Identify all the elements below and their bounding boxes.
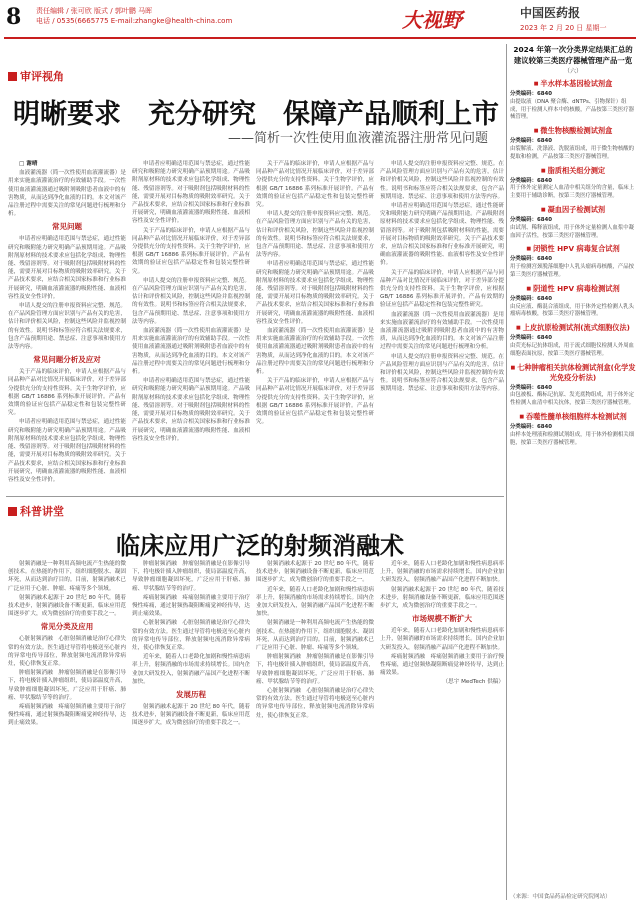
classification-code: 分类编码：6840 [510, 177, 552, 184]
sidebar-category-title: ■ 阴道性 HPV 病毒检测试剂 [510, 284, 636, 294]
paragraph: 射频消融术起源于 20 世纪 80 年代，随着技术进步，射频消融设备不断更新，临床应用范围逐步扩大，成为微创治疗的重要手段之一。 [8, 594, 126, 618]
paragraph: 心脏射频消融 心脏射频消融是治疗心律失常的有效方法。医生通过导管将电极送至心脏内的异常电传导部位，释放射频电流消除异常病灶，使心律恢复正常。 [132, 620, 250, 652]
sidebar-source: （来源：中国食品药品检定研究院网站） [510, 894, 611, 900]
product-description: 由试剂、稀释液组成，用于体外定量检测人血浆中凝血因子活性，按第三类医疗器械管理。 [510, 224, 634, 239]
product-description: 由提取液（DNA 聚合酶、dNTPs、引物探针）组成，用于检测人样本中的核酸，产品按第三类医疗器械管理。 [510, 98, 634, 121]
intro-paragraph: 血液灌流器（简一次性使用血液灌流器）是用来实施血液灌流治疗的有效辅助手段。一次性使用血液灌流器通过吸附剂吸附患者血液中的有害物质，从而达到净化血液的目的。本文对该产品注册过程中需要关注的常见问题进行梳理和分析。 [8, 170, 126, 218]
paragraph: 关于产品的临床评价，申请人应根据产品与同品种产品对比情况开展临床评价，对于差异部分提供充分的支持性资料。关于生物学评价，应根据 GB/T 16886 系列标准开展评价。产品有效期的验证应包括产品稳定性和包装完整性研究。 [132, 227, 250, 275]
paragraph: 射频消融是一种利用高频电流产生热能的微创技术。在热能的作用下，组织细胞脱水、凝固坏死，从而达到治疗目的。目前，射频消融术已广泛应用于心脏、肿瘤、疼痛等多个领域。 [256, 620, 374, 652]
article-column-1 [8, 560, 126, 895]
paragraph: 疼痛射频消融 疼痛射频消融主要用于治疗慢性疼痛，通过射频热凝阻断痛觉神经传导，达到止痛效果。 [132, 594, 250, 618]
sidebar-part-number: （六） [563, 68, 582, 75]
subtitle-analysis: 常见问题分析及应对 [33, 355, 101, 365]
sidebar-category-title: ■ 微生物核酸检测试剂盒 [510, 126, 636, 136]
paragraph: 申请者应明确适用范围与禁忌症，通过性能研究和吸附能力研究明确产品预期用途。产品吸附剂原材料的技术要求应包括化学组成、物理性能、残留溶剂等。对于吸附剂包括吸附材料的性能，需要开展对目标物质的吸附效率研究。关于产品技术要求，应结合相关国家标准和行业标准开展研究，明确血液灌流器的吸附性能、血液相容性及安全性评价。 [256, 261, 374, 325]
paragraph: 申请人提交的注册申报资料应完整、规范。在产品风险管理方面应识别与产品有关的危害，估计和评价相关风险，控制这些风险并监视控制的有效性。说明书和标签应符合相关法规要求，包含产品预期用途、禁忌症、注意事项和使用方法等内容。 [8, 303, 126, 351]
paragraph: 血液灌流器（简一次性使用血液灌流器）是用来实施血液灌流治疗的有效辅助手段。一次性使用血液灌流器通过吸附剂吸附患者血液中的有害物质，从而达到净化血液的目的。本文对该产品注册过程中需要关注的常见问题进行梳理和分析。 [256, 328, 374, 376]
page-header [0, 0, 640, 40]
issue-date: 2023 年 2 月 20 日 星期一 [520, 24, 607, 32]
sidebar-category-item [510, 91, 636, 122]
editor-credits [36, 6, 232, 26]
section-divider [6, 496, 504, 497]
sidebar-category-title: ■ 吞噬性髓单核细胞样本检测试剂 [510, 412, 636, 422]
paragraph: 申请者应明确适用范围与禁忌症，通过性能研究和吸附能力研究明确产品预期用途。产品吸附剂原材料的技术要求应包括化学组成、物理性能、残留溶剂等。对于吸附剂包括吸附材料的性能，需要开展对目标物质的吸附效率研究。关于产品技术要求，应结合相关国家标准和行业标准开展研究，明确血液灌流器的吸附性能、血液相容性及安全性评价。 [8, 236, 126, 300]
classification-code: 分类编码：6840 [510, 91, 552, 97]
sidebar-category-item [510, 335, 636, 358]
article-source: （思宇 MedTech 供稿） [442, 679, 504, 686]
subtitle-history: 发展历程 [176, 690, 206, 700]
paragraph: 血液灌流器（简一次性使用血液灌流器）是用来实施血液灌流治疗的有效辅助手段。一次性使用血液灌流器通过吸附剂吸附患者血液中的有害物质，从而达到净化血液的目的。本文对该产品注册过程中需要关注的常见问题进行梳理和分析。 [132, 328, 250, 376]
paragraph: 射频消融术起源于 20 世纪 80 年代，随着技术进步，射频消融设备不断更新，临床应用范围逐步扩大，成为微创治疗的重要手段之一。 [380, 586, 504, 610]
product-description: 用于检测宫颈脱落细胞中人乳头瘤病毒核酸，产品按第三类医疗器械管理。 [510, 264, 634, 278]
classification-code: 分类编码：6840 [510, 335, 552, 342]
article-column-4 [380, 560, 504, 895]
paragraph: 申请者应明确适用范围与禁忌症，通过性能研究和吸附能力研究明确产品预期用途。产品吸附剂原材料的技术要求应包括化学组成、物理性能、残留溶剂等。对于吸附剂包括吸附材料的性能，需要开展对目标物质的吸附效率研究。关于产品技术要求，应结合相关国家标准和行业标准开展研究，明确血液灌流器的吸附性能、血液相容性及安全性评价。 [132, 378, 250, 442]
product-description: 用于体外定量测定人血清中相关组分的含量，临床上主要用于辅助诊断，按第三类医疗器械管理。 [510, 185, 634, 200]
paragraph: 关于产品的临床评价，申请人应根据产品与同品种产品对比情况开展临床评价，对于差异部分提供充分的支持性资料。关于生物学评价，应根据 GB/T 16886 系列标准开展评价。产品有效期的验证应包括产品稳定性和包装完整性研究。 [256, 378, 374, 426]
product-description: 由包被板、酶标记抗原、发光底物组成，用于体外定性检测人血清中相关抗体，按第三类医疗器械管理。 [510, 392, 634, 407]
sidebar-product-list [510, 44, 636, 900]
product-description: 由裂解液、洗涤液、洗脱液组成，用于微生物核酸的提取和检测，产品按第三类医疗器械管理。 [510, 145, 634, 160]
sidebar-category-list [510, 79, 636, 447]
sidebar-category-item [510, 385, 636, 408]
sidebar-category-item [510, 178, 636, 201]
sidebar-divider [506, 44, 507, 900]
header-rule [4, 37, 636, 39]
article-column-2 [132, 560, 250, 895]
article-column-2 [132, 160, 250, 490]
sidebar-category-title: ■ 上皮抗原检测试剂(流式细胞仪法) [510, 323, 636, 333]
sidebar-category-item [510, 296, 636, 319]
paragraph: 关于产品的临床评价，申请人应根据产品与同品种产品对比情况开展临床评价，对于差异部分提供充分的支持性资料。关于生物学评价，应根据 GB/T 16886 系列标准开展评价。产品有效期的验证应包括产品稳定性和包装完整性研究。 [8, 369, 126, 417]
paragraph: 射频消融术起源于 20 世纪 80 年代，随着技术进步，射频消融设备不断更新，临床应用范围逐步扩大，成为微创治疗的重要手段之一。 [256, 561, 374, 584]
sidebar-title: 2024 年第一次分类界定结果汇总的建议较第三类医疗器械管理产品一览 [513, 45, 633, 65]
paragraph: 近年来，随着人口老龄化加剧和慢性病患病率上升，射频消融的市场需求持续增长。国内企业加大研发投入，射频消融产品国产化进程不断加快。 [256, 586, 374, 618]
paragraph: 关于产品的临床评价，申请人应根据产品与同品种产品对比情况开展临床评价，对于差异部分提供充分的支持性资料。关于生物学评价，应根据 GB/T 16886 系列标准开展评价。产品有效期的验证应包括产品稳定性和包装完整性研究。 [380, 269, 504, 309]
sidebar-category-title: ■ 脂质相关组分测定 [510, 166, 636, 176]
section-tag-label: 审评视角 [20, 70, 64, 83]
classification-code: 分类编码：6840 [510, 384, 552, 391]
paragraph: 近年来，随着人口老龄化加剧和慢性病患病率上升，射频消融的市场需求持续增长。国内企业加大研发投入，射频消融产品国产化进程不断加快。 [380, 561, 504, 584]
section-tag-label: 科普讲堂 [20, 505, 64, 518]
square-bullet-icon [8, 72, 17, 81]
section-tag-review [8, 68, 64, 84]
brand-title: 大视野 [402, 8, 462, 32]
paragraph: 疼痛射频消融 疼痛射频消融主要用于治疗慢性疼痛，通过射频热凝阻断痛觉神经传导，达到止痛效果。 [8, 704, 126, 727]
classification-code: 分类编码：6840 [510, 216, 552, 223]
classification-code: 分类编码：6840 [510, 138, 552, 145]
square-bullet-icon [8, 507, 17, 516]
classification-code: 分类编码：6840 [510, 256, 552, 263]
paragraph: 关于产品的临床评价，申请人应根据产品与同品种产品对比情况开展临床评价，对于差异部分提供充分的支持性资料。关于生物学评价，应根据 GB/T 16886 系列标准开展评价。产品有效期的验证应包括产品稳定性和包装完整性研究。 [256, 161, 374, 209]
paragraph: 血液灌流器（简一次性使用血液灌流器）是用来实施血液灌流治疗的有效辅助手段。一次性使用血液灌流器通过吸附剂吸附患者血液中的有害物质，从而达到净化血液的目的。本文对该产品注册过程中需要关注的常见问题进行梳理和分析。 [380, 311, 504, 351]
paragraph: 申请人提交的注册申报资料应完整、规范。在产品风险管理方面应识别与产品有关的危害，估计和评价相关风险，控制这些风险并监视控制的有效性。说明书和标签应符合相关法规要求，包含产品预期用途、禁忌症、注意事项和使用方法等内容。 [380, 353, 504, 393]
section-brand [402, 4, 510, 34]
paragraph: 肿瘤射频消融 肿瘤射频消融是在影像引导下，将电极针插入肿瘤组织，使局部温度升高，导致肿瘤细胞凝固坏死，广泛应用于肝癌、肺癌、甲状腺结节等的治疗。 [8, 670, 126, 701]
paragraph: 近年来，随着人口老龄化加剧和慢性病患病率上升，射频消融的市场需求持续增长。国内企业加大研发投入，射频消融产品国产化进程不断加快。 [132, 654, 250, 685]
section-tag-science [8, 503, 64, 519]
classification-code: 分类编码：6840 [510, 423, 552, 430]
product-description: 由反应液、酶混合液组成，用于体外定性检测人乳头瘤病毒核酸，按第三类医疗器械管理。 [510, 303, 634, 318]
sidebar-category-item [510, 256, 636, 279]
product-description: 由荧光标记抗体组成，用于流式细胞仪检测人外周血细胞表面抗原，按第三类医疗器械管理。 [510, 342, 634, 357]
article-headline: 明晰要求 充分研究 保障产品顺利上市 [13, 99, 499, 130]
subtitle-classification: 常见分类及应用 [40, 622, 94, 632]
paragraph: 近年来，随着人口老龄化加剧和慢性病患病率上升，射频消融的市场需求持续增长。国内企业加大研发投入，射频消融产品国产化进程不断加快。 [380, 628, 504, 651]
article-column-3 [256, 560, 374, 895]
classification-code: 分类编码：6840 [510, 295, 552, 302]
article-column-4 [380, 160, 504, 490]
article-headline: 临床应用广泛的射频消融术 [116, 531, 404, 560]
editor-line: 责任编辑 / 张可欣 版式 / 郭叶鹏 马晖 [36, 7, 153, 15]
sidebar-category-title: ■ 半水样本基因检试剂盒 [510, 79, 636, 89]
paragraph: 申请者应明确适用范围与禁忌症，通过性能研究和吸附能力研究明确产品预期用途。产品吸附剂原材料的技术要求应包括化学组成、物理性能、残留溶剂等。对于吸附剂包括吸附材料的性能，需要开展对目标物质的吸附效率研究。关于产品技术要求，应结合相关国家标准和行业标准开展研究，明确血液灌流器的吸附性能、血液相容性及安全性评价。 [132, 161, 250, 225]
newspaper-name: 中国医药报 [520, 6, 581, 20]
paragraph: 肿瘤射频消融 肿瘤射频消融是在影像引导下，将电极针插入肿瘤组织，使局部温度升高，导致肿瘤细胞凝固坏死，广泛应用于肝癌、肺癌、甲状腺结节等的治疗。 [256, 654, 374, 685]
sidebar-category-title: ■ 凝血因子检测试剂 [510, 205, 636, 215]
product-description: 由样本处理液和检测试剂组成，用于体外检测相关细胞，按第三类医疗器械管理。 [510, 431, 634, 446]
paragraph: 申请者应明确适用范围与禁忌症，通过性能研究和吸附能力研究明确产品预期用途。产品吸附剂原材料的技术要求应包括化学组成、物理性能、残留溶剂等。对于吸附剂包括吸附材料的性能，需要开展对目标物质的吸附效率研究。关于产品技术要求，应结合相关国家标准和行业标准开展研究，明确血液灌流器的吸附性能、血液相容性及安全性评价。 [8, 419, 126, 483]
paragraph: 申请人提交的注册申报资料应完整、规范。在产品风险管理方面应识别与产品有关的危害，估计和评价相关风险，控制这些风险并监视控制的有效性。说明书和标签应符合相关法规要求，包含产品预期用途、禁忌症、注意事项和使用方法等内容。 [132, 277, 250, 325]
paragraph: 申请者应明确适用范围与禁忌症，通过性能研究和吸附能力研究明确产品预期用途。产品吸附剂原材料的技术要求应包括化学组成、物理性能、残留溶剂等。对于吸附剂包括吸附材料的性能，需要开展对目标物质的吸附效率研究。关于产品技术要求，应结合相关国家标准和行业标准开展研究，明确血液灌流器的吸附性能、血液相容性及安全性评价。 [380, 203, 504, 267]
sidebar-category-title: ■ 七种肿瘤相关抗体检测试剂盒(化学发光免疫分析法) [510, 363, 636, 383]
paragraph: 申请人提交的注册申报资料应完整、规范。在产品风险管理方面应识别与产品有关的危害，估计和评价相关风险，控制这些风险并监视控制的有效性。说明书和标签应符合相关法规要求，包含产品预期用途、禁忌症、注意事项和使用方法等内容。 [256, 211, 374, 259]
paragraph: 心脏射频消融 心脏射频消融是治疗心律失常的有效方法。医生通过导管将电极送至心脏内的异常电传导部位，释放射频电流消除异常病灶，使心律恢复正常。 [256, 688, 374, 719]
paragraph: 射频消融术起源于 20 世纪 80 年代，随着技术进步，射频消融设备不断更新，临床应用范围逐步扩大，成为微创治疗的重要手段之一。 [132, 704, 250, 727]
subtitle-common-issues: 常见问题 [52, 222, 82, 232]
page-number: 8 [6, 4, 22, 30]
sidebar-category-item [510, 138, 636, 161]
sidebar-category-title: ■ 闭锁性 HPV 病毒复合试剂 [510, 244, 636, 254]
paragraph: 心脏射频消融 心脏射频消融是治疗心律失常的有效方法。医生通过导管将电极送至心脏内的异常电传导部位，释放射频电流消除异常病灶，使心律恢复正常。 [8, 636, 126, 668]
sidebar-category-item [510, 424, 636, 447]
contact-line: 电话 / 0535(6665775 E-mail:zhangke@health-china.com [36, 17, 233, 25]
article-column-3 [256, 160, 374, 490]
article-column-1 [8, 160, 126, 490]
paragraph: 申请人提交的注册申报资料应完整、规范。在产品风险管理方面应识别与产品有关的危害，估计和评价相关风险，控制这些风险并监视控制的有效性。说明书和标签应符合相关法规要求，包含产品预期用途、禁忌症、注意事项和使用方法等内容。 [380, 161, 504, 200]
paragraph: 疼痛射频消融 疼痛射频消融主要用于治疗慢性疼痛，通过射频热凝阻断痛觉神经传导，达到止痛效果。 [380, 653, 504, 677]
article-subhead: ——简析一次性使用血液灌流器注册常见问题 [227, 131, 488, 146]
subtitle-market: 市场规模不断扩大 [412, 614, 472, 624]
sidebar-category-item [510, 217, 636, 240]
paragraph: 肿瘤射频消融 肿瘤射频消融是在影像引导下，将电极针插入肿瘤组织，使局部温度升高，导致肿瘤细胞凝固坏死，广泛应用于肝癌、肺癌、甲状腺结节等的治疗。 [132, 561, 250, 592]
author: □ 谢晴 [19, 161, 38, 167]
intro-paragraph: 射频消融是一种利用高频电流产生热能的微创技术。在热能的作用下，组织细胞脱水、凝固坏死，从而达到治疗目的。目前，射频消融术已广泛应用于心脏、肿瘤、疼痛等多个领域。 [8, 561, 126, 592]
